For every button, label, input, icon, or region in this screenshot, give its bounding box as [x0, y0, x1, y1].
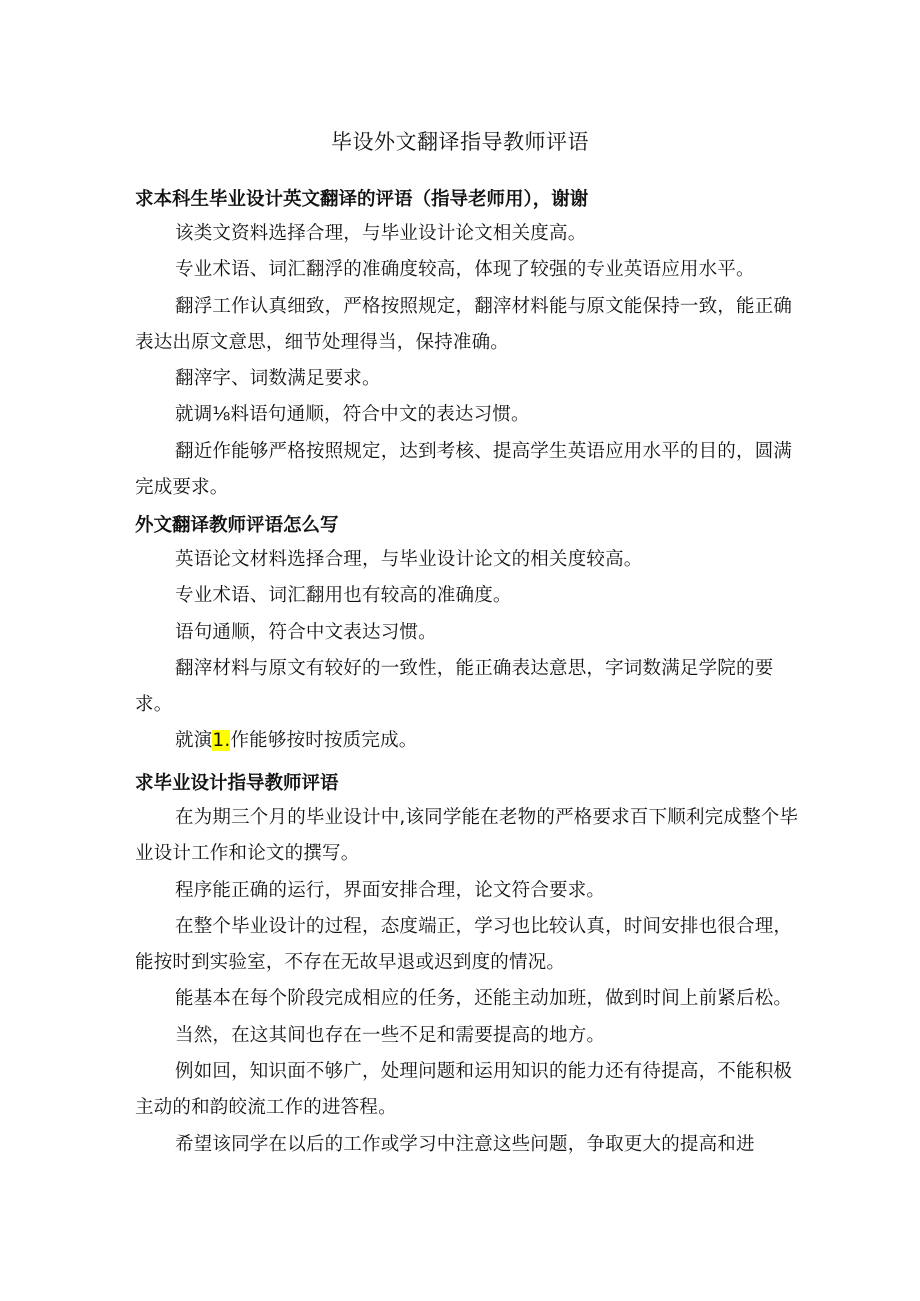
section-how-to-write	[135, 510, 800, 760]
paragraph: 希望该同学在以后的工作或学习中注意这些问题，争取更大的提高和进	[175, 1133, 755, 1155]
section-translation-comments	[135, 184, 800, 506]
paragraph: 在整个毕业设计的过程，态度端正，学习也比较认真，时间安排也很合理，能按时到实验室，不存在无故早退或迟到度的情况。	[135, 915, 793, 974]
paragraph: 能基本在每个阶段完成相应的任务，还能主动加班，做到时间上前紧后松。	[175, 988, 793, 1010]
paragraph: 翻滓字、词数满足要求。	[175, 368, 381, 390]
section-supervisor-comments	[135, 768, 800, 1163]
highlighted-text: 1.	[212, 730, 231, 752]
text-span: 就演	[175, 730, 213, 752]
paragraph: 该类文资料选择合理，与毕业设计论文相关度高。	[175, 223, 587, 244]
section-heading: 求本科生毕业设计英文翻译的评语（指导老师用），谢谢	[135, 189, 589, 210]
paragraph: 翻浮工作认真细致，严格按照规定，翻滓材料能与原文能保持一致，能正确表达出原文意思，细节处理得当，保持准确。	[135, 295, 793, 353]
paragraph-with-highlight	[135, 723, 800, 759]
paragraph: 翻滓材料与原文有较好的一致性，能正确表达意思，字词数满足学院的要求。	[135, 657, 774, 716]
paragraph: 当然，在这其间也存在一些不足和需要提高的地方。	[175, 1024, 606, 1046]
section-heading: 求毕业设计指导教师评语	[135, 773, 339, 794]
paragraph: 程序能正确的运行，界面安排合理，论文符合要求。	[175, 879, 606, 901]
section-paragraphs	[135, 216, 800, 506]
section-paragraphs	[135, 542, 800, 760]
paragraph: 就调⅛料语句通顺，符合中文的表达习惯。	[175, 404, 530, 426]
text-span: 作能够按时按质完成。	[230, 730, 418, 752]
paragraph: 在为期三个月的毕业设计中,该同学能在老物的严格要求百下顺利完成整个毕业设计工作和论文的撰写。	[135, 807, 799, 865]
paragraph: 语句通顺，符合中文表达习惯。	[175, 621, 437, 643]
paragraph: 专业术语、词汇翻浮的准确度较高，体现了较强的专业英语应用水平。	[175, 259, 755, 281]
paragraph: 专业术语、词汇翻用也有较高的准确度。	[175, 585, 512, 607]
section-heading: 外文翻译教师评语怎么写	[135, 515, 339, 536]
document-title: 毕设外文翻译指导教师评语	[331, 130, 589, 154]
paragraph: 翻近作能够严格按照规定，达到考核、提高学生英语应用水平的目的，圆满完成要求。	[135, 440, 793, 499]
paragraph: 英语论文材料选择合理，与毕业设计论文的相关度较高。	[175, 549, 643, 570]
paragraph: 例如回，知识面不够广，处理问题和运用知识的能力还有待提高，不能积极主动的和韵皎流工作的进答程。	[135, 1061, 793, 1119]
section-paragraphs	[135, 800, 800, 1163]
